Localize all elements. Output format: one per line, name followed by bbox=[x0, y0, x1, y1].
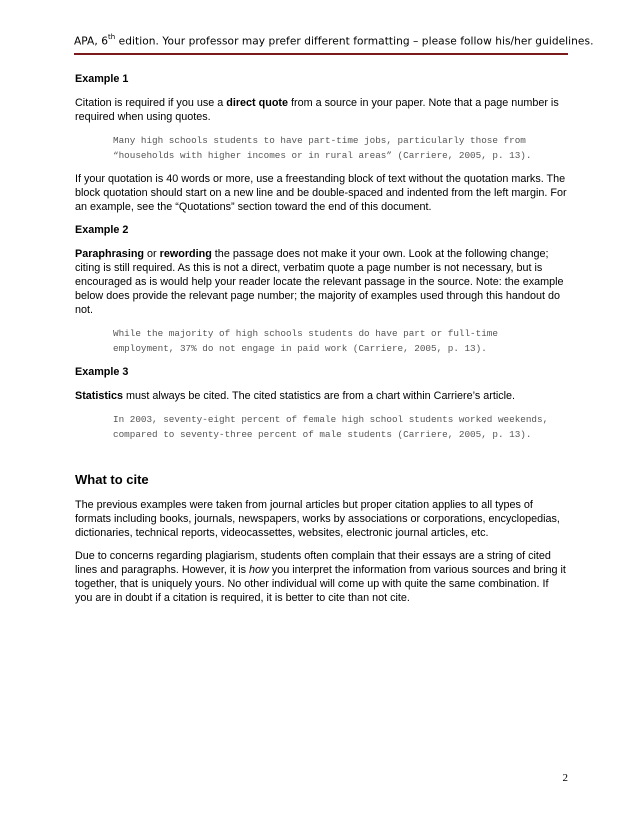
running-header bbox=[74, 33, 594, 55]
example2-bold-paraphrasing: Paraphrasing bbox=[75, 248, 145, 260]
example2-quote bbox=[113, 326, 567, 356]
what-to-cite-heading: What to cite bbox=[75, 472, 149, 487]
example2-text-or: or bbox=[144, 248, 160, 260]
wtc-emphasis: how bbox=[249, 564, 269, 576]
example1-bold: direct quote bbox=[226, 97, 289, 109]
header-suffix: edition. Your professor may prefer different formatting – please follow his/her guidelines. bbox=[115, 35, 594, 48]
example2-bold-rewording: rewording bbox=[159, 248, 212, 260]
example1-text-b: from a source in your paper. Note that a page number is required when using quotes. bbox=[75, 97, 559, 123]
header-prefix: APA, 6 bbox=[74, 35, 108, 48]
what-to-cite-paragraph-2 bbox=[75, 549, 567, 605]
example3-text-rest: must always be cited. The cited statistics are from a chart within Carriere’s article. bbox=[123, 390, 516, 402]
example2-paragraph bbox=[75, 247, 567, 317]
example2-heading: Example 2 bbox=[75, 224, 129, 236]
what-to-cite-paragraph-1: The previous examples were taken from journal articles but proper citation applies to all types of formats including books, journals, newspapers, works by associations or corporations, encyclopedias, dictionaries, technical reports, videocassettes, websites, electronic journal articles, etc. bbox=[75, 499, 560, 539]
header-superscript: th bbox=[107, 33, 116, 41]
example1-note: If your quotation is 40 words or more, use a freestanding block of text without the quotation marks. The block quotation should start on a new line and be double-spaced and indented from the left margin. For an example, see the “Quotations” section toward the end of this document. bbox=[75, 173, 567, 213]
example1-quote-line: Many high schools students to have part-time jobs, particularly those from bbox=[113, 135, 526, 146]
wtc-text-b: you interpret the information from various sources and bring it together, that is uniquely yours. No other individual will come up with quite the same combination. If you are in doubt if a citation is required, it is better to cite than not cite. bbox=[75, 564, 566, 604]
example1-paragraph bbox=[75, 96, 567, 124]
example1-heading: Example 1 bbox=[75, 73, 129, 85]
page-body bbox=[75, 72, 567, 614]
example2-quote-line: While the majority of high schools students do have part or full-time bbox=[113, 328, 498, 339]
example2-quote-line: employment, 37% do not engage in paid work (Carriere, 2005, p. 13). bbox=[113, 343, 487, 354]
page-number: 2 bbox=[562, 772, 568, 784]
example3-heading: Example 3 bbox=[75, 366, 129, 378]
example1-text-a: Citation is required if you use a bbox=[75, 97, 227, 109]
example3-paragraph bbox=[75, 389, 567, 403]
example3-quote-line: compared to seventy-three percent of male students (Carriere, 2005, p. 13). bbox=[113, 429, 532, 440]
example3-bold: Statistics bbox=[75, 390, 124, 402]
example3-quote-line: In 2003, seventy-eight percent of female high school students worked weekends, bbox=[113, 414, 549, 425]
example2-text-rest: the passage does not make it your own. Look at the following change; citing is still required. As this is not a direct, verbatim quote a page number is not necessary, but is encouraged as is would help your reader locate the relevant passage in the source. Note: the example below does provide the relevant page number; the majority of examples used through this handout do not. bbox=[75, 248, 564, 316]
example1-quote-line: “households with higher incomes or in rural areas” (Carriere, 2005, p. 13). bbox=[113, 150, 532, 161]
wtc-text-a: Due to concerns regarding plagiarism, students often complain that their essays are a string of cited lines and paragraphs. However, it is bbox=[75, 550, 551, 576]
example3-quote bbox=[113, 412, 567, 442]
example1-quote bbox=[113, 133, 567, 163]
